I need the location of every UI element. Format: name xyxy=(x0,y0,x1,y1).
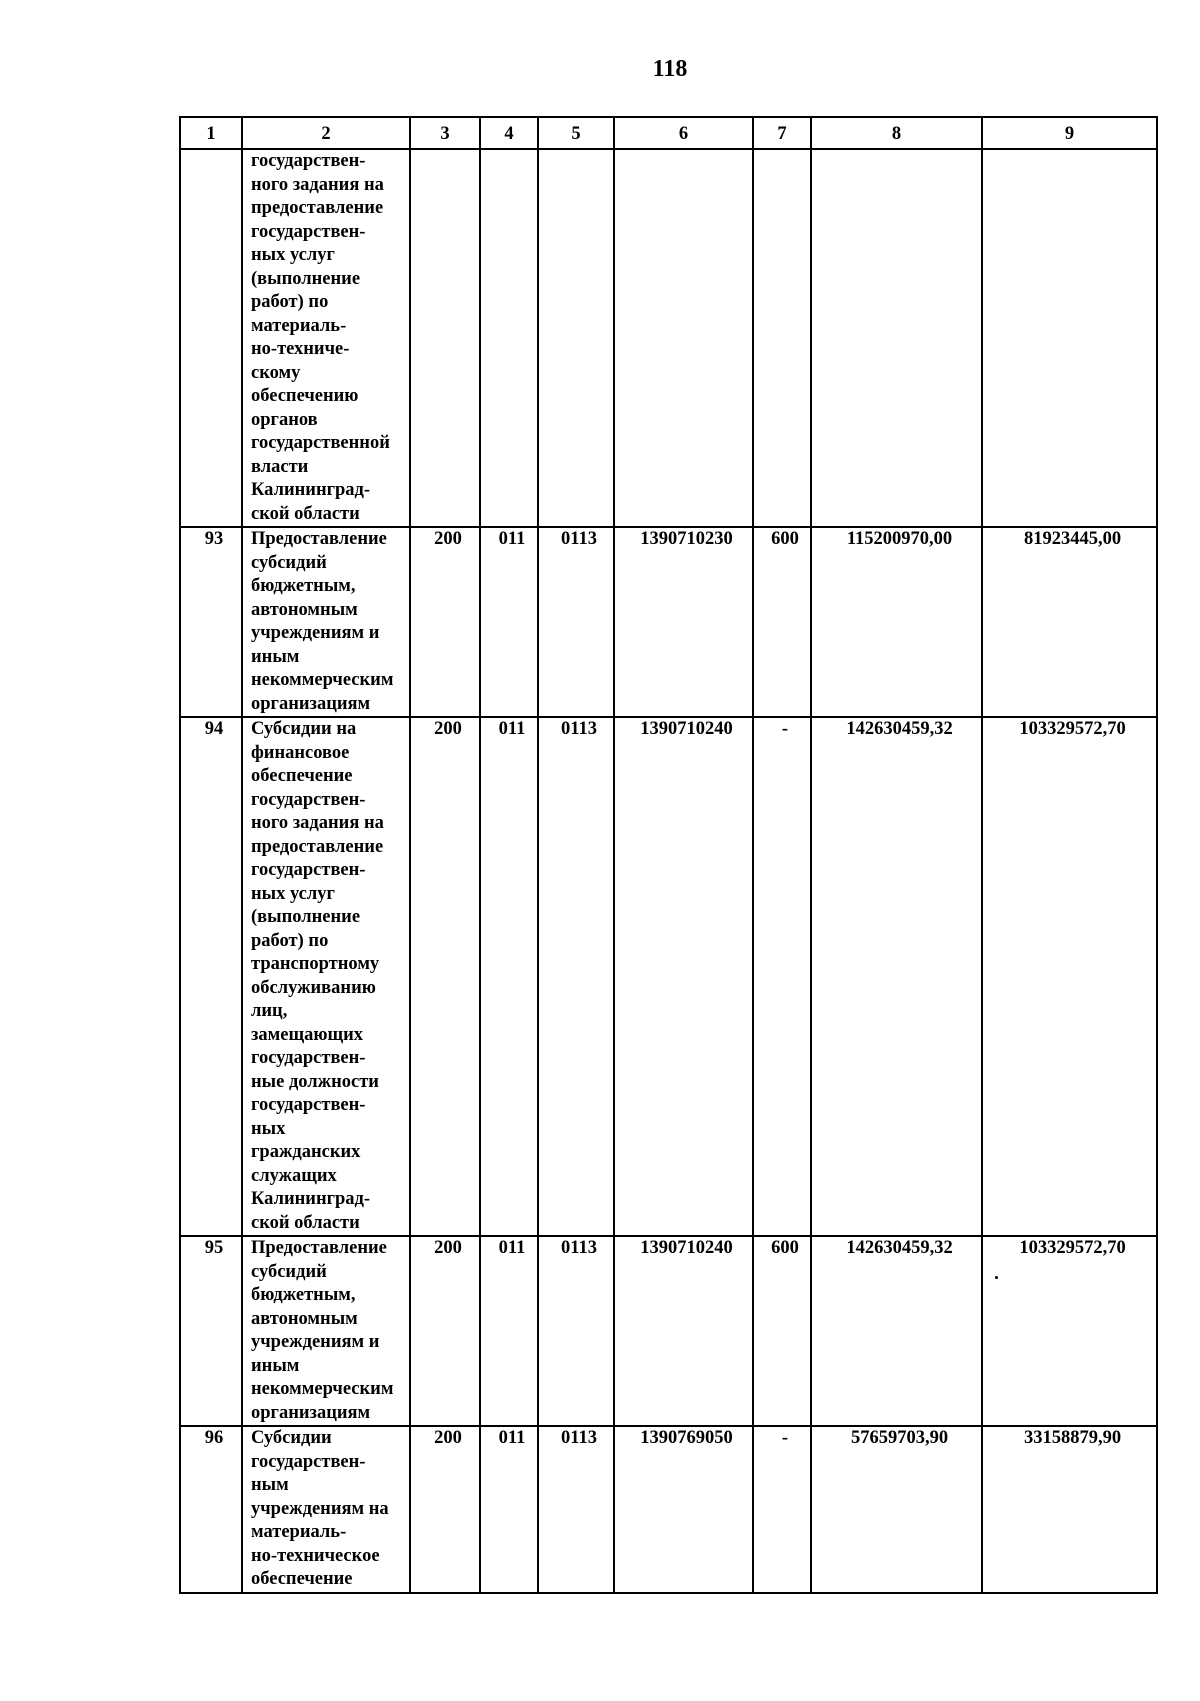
row-col3-cell: 200 xyxy=(410,527,480,717)
row-col8-cell: 142630459,32 xyxy=(811,717,982,1236)
table-body xyxy=(180,149,1157,1593)
row-col3-cell: 200 xyxy=(410,1236,480,1426)
row-col5-cell: 0113 xyxy=(538,527,614,717)
row-col8-cell: 115200970,00 xyxy=(811,527,982,717)
row-col9-cell: 81923445,00 xyxy=(982,527,1157,717)
budget-table xyxy=(179,116,1158,1594)
row-col8-cell: 57659703,90 xyxy=(811,1426,982,1593)
table-row xyxy=(180,1426,1157,1593)
scan-dot xyxy=(995,1276,998,1279)
header-col-4: 4 xyxy=(480,117,538,149)
row-name-cell: Предоставление субсидий бюджетным, автономным учреждениям и иным некоммерческим организациям xyxy=(242,1236,410,1426)
row-number-cell: 94 xyxy=(180,717,242,1236)
header-col-5: 5 xyxy=(538,117,614,149)
header-col-8: 8 xyxy=(811,117,982,149)
row-col4-cell xyxy=(480,149,538,527)
row-number-cell xyxy=(180,149,242,527)
row-col5-cell: 0113 xyxy=(538,1236,614,1426)
row-col7-cell xyxy=(753,149,811,527)
row-col9-cell: 103329572,70 xyxy=(982,1236,1157,1426)
row-col7-cell: 600 xyxy=(753,1236,811,1426)
row-name-cell: государствен- ного задания на предоставление государствен- ных услуг (выполнение работ) по материаль- но-техниче- скому обеспечению органов государственной власти Калининград- ской области xyxy=(242,149,410,527)
row-col5-cell: 0113 xyxy=(538,1426,614,1593)
row-col9-cell: 33158879,90 xyxy=(982,1426,1157,1593)
row-number-cell: 95 xyxy=(180,1236,242,1426)
table-row xyxy=(180,149,1157,527)
row-name-cell: Субсидии государствен- ным учреждениям на материаль- но-техническое обеспечение xyxy=(242,1426,410,1593)
header-row xyxy=(180,117,1157,149)
row-col4-cell: 011 xyxy=(480,1236,538,1426)
header-col-2: 2 xyxy=(242,117,410,149)
row-col4-cell: 011 xyxy=(480,527,538,717)
row-col7-cell: - xyxy=(753,1426,811,1593)
table-row xyxy=(180,1236,1157,1426)
table-row xyxy=(180,527,1157,717)
row-col5-cell: 0113 xyxy=(538,717,614,1236)
row-col3-cell: 200 xyxy=(410,1426,480,1593)
row-col7-cell: - xyxy=(753,717,811,1236)
row-number-cell: 93 xyxy=(180,527,242,717)
row-col6-cell: 1390710240 xyxy=(614,1236,753,1426)
row-col8-cell: 142630459,32 xyxy=(811,1236,982,1426)
header-col-1: 1 xyxy=(180,117,242,149)
header-col-3: 3 xyxy=(410,117,480,149)
table-row xyxy=(180,717,1157,1236)
row-col6-cell: 1390710230 xyxy=(614,527,753,717)
header-col-9: 9 xyxy=(982,117,1157,149)
row-col4-cell: 011 xyxy=(480,1426,538,1593)
row-col3-cell xyxy=(410,149,480,527)
row-col9-cell: 103329572,70 xyxy=(982,717,1157,1236)
row-col6-cell: 1390769050 xyxy=(614,1426,753,1593)
row-col7-cell: 600 xyxy=(753,527,811,717)
row-col3-cell: 200 xyxy=(410,717,480,1236)
header-col-7: 7 xyxy=(753,117,811,149)
row-col6-cell xyxy=(614,149,753,527)
row-col4-cell: 011 xyxy=(480,717,538,1236)
row-col8-cell xyxy=(811,149,982,527)
row-col6-cell: 1390710240 xyxy=(614,717,753,1236)
header-col-6: 6 xyxy=(614,117,753,149)
row-col5-cell xyxy=(538,149,614,527)
row-number-cell: 96 xyxy=(180,1426,242,1593)
row-col9-cell xyxy=(982,149,1157,527)
page-number: 118 xyxy=(652,56,688,82)
row-name-cell: Субсидии на финансовое обеспечение государствен- ного задания на предоставление государствен- ных услуг (выполнение работ) по транспортному обслуживанию лиц, замещающих государствен- ные должности государствен- ных гражданских служащих Калининград- ской области xyxy=(242,717,410,1236)
row-name-cell: Предоставление субсидий бюджетным, автономным учреждениям и иным некоммерческим организациям xyxy=(242,527,410,717)
